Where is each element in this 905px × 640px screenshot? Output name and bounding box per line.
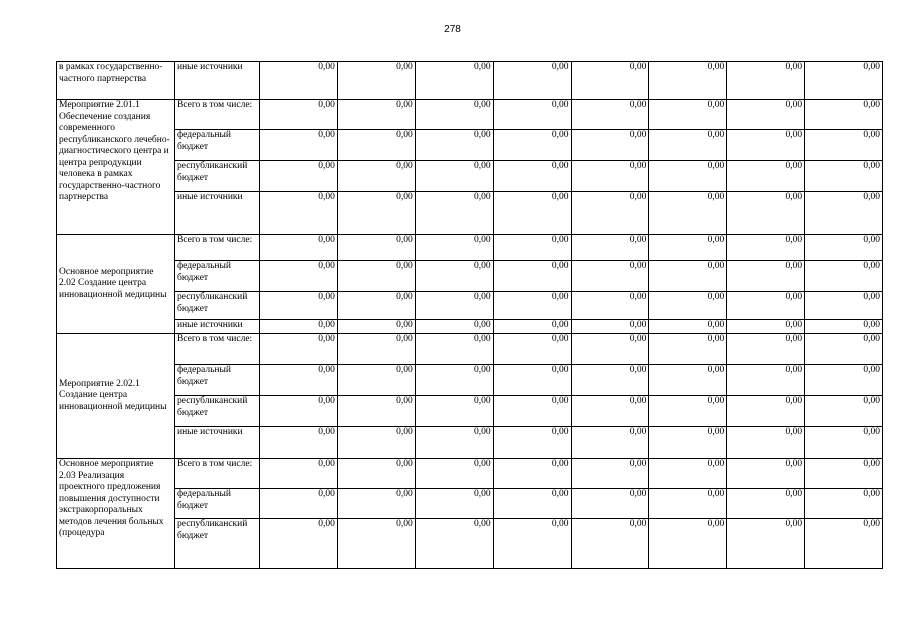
amount-cell: 0,00 xyxy=(571,396,649,427)
amount-cell: 0,00 xyxy=(415,320,493,334)
amount-cell: 0,00 xyxy=(493,130,571,161)
amount-cell: 0,00 xyxy=(727,161,805,192)
funding-table xyxy=(56,61,883,569)
amount-cell: 0,00 xyxy=(415,161,493,192)
amount-cell: 0,00 xyxy=(649,489,727,519)
activity-cell: Мероприятие 2.01.1 Обеспечение создания современного республиканского лечебно-диагностического центра и центра репродукции человека в рамках государственно-частного партнерства xyxy=(57,100,175,235)
table-row xyxy=(57,235,883,261)
amount-cell: 0,00 xyxy=(337,130,415,161)
amount-cell: 0,00 xyxy=(805,192,883,235)
amount-cell: 0,00 xyxy=(415,130,493,161)
amount-cell: 0,00 xyxy=(415,334,493,365)
amount-cell: 0,00 xyxy=(415,261,493,292)
amount-cell: 0,00 xyxy=(260,261,338,292)
amount-cell: 0,00 xyxy=(727,292,805,320)
amount-cell: 0,00 xyxy=(415,365,493,396)
amount-cell: 0,00 xyxy=(260,62,338,100)
amount-cell: 0,00 xyxy=(571,519,649,569)
amount-cell: 0,00 xyxy=(415,489,493,519)
amount-cell: 0,00 xyxy=(649,427,727,459)
amount-cell: 0,00 xyxy=(260,320,338,334)
amount-cell: 0,00 xyxy=(805,100,883,130)
amount-cell: 0,00 xyxy=(805,365,883,396)
table-row xyxy=(57,261,883,292)
amount-cell: 0,00 xyxy=(571,334,649,365)
amount-cell: 0,00 xyxy=(649,292,727,320)
amount-cell: 0,00 xyxy=(260,427,338,459)
activity-cell: в рамках государственно-частного партнерства xyxy=(57,62,175,100)
amount-cell: 0,00 xyxy=(805,427,883,459)
amount-cell: 0,00 xyxy=(260,292,338,320)
table-row xyxy=(57,62,883,100)
amount-cell: 0,00 xyxy=(805,459,883,489)
amount-cell: 0,00 xyxy=(727,261,805,292)
amount-cell: 0,00 xyxy=(571,261,649,292)
funding-source-cell: федеральный бюджет xyxy=(175,130,260,161)
amount-cell: 0,00 xyxy=(805,396,883,427)
amount-cell: 0,00 xyxy=(415,192,493,235)
amount-cell: 0,00 xyxy=(337,396,415,427)
amount-cell: 0,00 xyxy=(805,489,883,519)
amount-cell: 0,00 xyxy=(805,320,883,334)
amount-cell: 0,00 xyxy=(571,192,649,235)
amount-cell: 0,00 xyxy=(571,459,649,489)
amount-cell: 0,00 xyxy=(571,489,649,519)
amount-cell: 0,00 xyxy=(260,489,338,519)
funding-source-cell: иные источники xyxy=(175,427,260,459)
amount-cell: 0,00 xyxy=(727,519,805,569)
amount-cell: 0,00 xyxy=(727,459,805,489)
amount-cell: 0,00 xyxy=(337,459,415,489)
amount-cell: 0,00 xyxy=(571,100,649,130)
funding-source-cell: федеральный бюджет xyxy=(175,261,260,292)
amount-cell: 0,00 xyxy=(727,396,805,427)
funding-source-cell: иные источники xyxy=(175,62,260,100)
amount-cell: 0,00 xyxy=(649,62,727,100)
amount-cell: 0,00 xyxy=(805,161,883,192)
amount-cell: 0,00 xyxy=(260,519,338,569)
activity-cell: Основное мероприятие 2.02 Создание центра инновационной медицины xyxy=(57,235,175,334)
table-row xyxy=(57,459,883,489)
amount-cell: 0,00 xyxy=(571,427,649,459)
amount-cell: 0,00 xyxy=(337,334,415,365)
amount-cell: 0,00 xyxy=(337,235,415,261)
amount-cell: 0,00 xyxy=(493,235,571,261)
amount-cell: 0,00 xyxy=(727,235,805,261)
amount-cell: 0,00 xyxy=(649,261,727,292)
amount-cell: 0,00 xyxy=(805,62,883,100)
amount-cell: 0,00 xyxy=(415,396,493,427)
funding-source-cell: иные источники xyxy=(175,320,260,334)
amount-cell: 0,00 xyxy=(571,320,649,334)
amount-cell: 0,00 xyxy=(727,365,805,396)
amount-cell: 0,00 xyxy=(805,130,883,161)
amount-cell: 0,00 xyxy=(571,161,649,192)
funding-source-cell: республиканский бюджет xyxy=(175,519,260,569)
amount-cell: 0,00 xyxy=(727,192,805,235)
funding-source-cell: республиканский бюджет xyxy=(175,396,260,427)
amount-cell: 0,00 xyxy=(805,235,883,261)
amount-cell: 0,00 xyxy=(415,62,493,100)
amount-cell: 0,00 xyxy=(649,192,727,235)
amount-cell: 0,00 xyxy=(805,519,883,569)
amount-cell: 0,00 xyxy=(260,130,338,161)
amount-cell: 0,00 xyxy=(493,320,571,334)
table-row xyxy=(57,396,883,427)
amount-cell: 0,00 xyxy=(493,192,571,235)
funding-source-cell: республиканский бюджет xyxy=(175,161,260,192)
table-row xyxy=(57,161,883,192)
amount-cell: 0,00 xyxy=(571,292,649,320)
table-row xyxy=(57,130,883,161)
amount-cell: 0,00 xyxy=(337,62,415,100)
amount-cell: 0,00 xyxy=(493,427,571,459)
amount-cell: 0,00 xyxy=(493,489,571,519)
amount-cell: 0,00 xyxy=(337,100,415,130)
amount-cell: 0,00 xyxy=(260,459,338,489)
table-row xyxy=(57,100,883,130)
amount-cell: 0,00 xyxy=(649,365,727,396)
amount-cell: 0,00 xyxy=(649,100,727,130)
amount-cell: 0,00 xyxy=(805,334,883,365)
amount-cell: 0,00 xyxy=(727,320,805,334)
amount-cell: 0,00 xyxy=(493,334,571,365)
amount-cell: 0,00 xyxy=(649,161,727,192)
amount-cell: 0,00 xyxy=(260,396,338,427)
table-row xyxy=(57,334,883,365)
amount-cell: 0,00 xyxy=(727,489,805,519)
amount-cell: 0,00 xyxy=(493,100,571,130)
amount-cell: 0,00 xyxy=(337,161,415,192)
amount-cell: 0,00 xyxy=(337,192,415,235)
table-row xyxy=(57,292,883,320)
amount-cell: 0,00 xyxy=(415,427,493,459)
table-row xyxy=(57,320,883,334)
amount-cell: 0,00 xyxy=(649,130,727,161)
amount-cell: 0,00 xyxy=(337,489,415,519)
table-row xyxy=(57,365,883,396)
amount-cell: 0,00 xyxy=(649,459,727,489)
amount-cell: 0,00 xyxy=(493,62,571,100)
amount-cell: 0,00 xyxy=(260,365,338,396)
amount-cell: 0,00 xyxy=(415,459,493,489)
amount-cell: 0,00 xyxy=(415,235,493,261)
funding-source-cell: Всего в том числе: xyxy=(175,334,260,365)
amount-cell: 0,00 xyxy=(415,100,493,130)
amount-cell: 0,00 xyxy=(727,334,805,365)
amount-cell: 0,00 xyxy=(493,261,571,292)
amount-cell: 0,00 xyxy=(493,459,571,489)
activity-cell: Основное мероприятие 2.03 Реализация проектного предложения повышения доступности экстракорпоральных методов лечения больных (процедура xyxy=(57,459,175,569)
funding-source-cell: Всего в том числе: xyxy=(175,100,260,130)
funding-source-cell: федеральный бюджет xyxy=(175,365,260,396)
funding-source-cell: республиканский бюджет xyxy=(175,292,260,320)
funding-source-cell: Всего в том числе: xyxy=(175,459,260,489)
amount-cell: 0,00 xyxy=(337,365,415,396)
table-row xyxy=(57,427,883,459)
table-row xyxy=(57,192,883,235)
amount-cell: 0,00 xyxy=(649,235,727,261)
funding-source-cell: иные источники xyxy=(175,192,260,235)
amount-cell: 0,00 xyxy=(493,161,571,192)
amount-cell: 0,00 xyxy=(571,62,649,100)
amount-cell: 0,00 xyxy=(649,320,727,334)
amount-cell: 0,00 xyxy=(649,396,727,427)
page-number: 278 xyxy=(444,24,461,35)
amount-cell: 0,00 xyxy=(337,292,415,320)
amount-cell: 0,00 xyxy=(571,365,649,396)
amount-cell: 0,00 xyxy=(493,396,571,427)
amount-cell: 0,00 xyxy=(493,292,571,320)
funding-source-cell: Всего в том числе: xyxy=(175,235,260,261)
amount-cell: 0,00 xyxy=(415,519,493,569)
activity-cell: Мероприятие 2.02.1 Создание центра инновационной медицины xyxy=(57,334,175,459)
amount-cell: 0,00 xyxy=(571,130,649,161)
amount-cell: 0,00 xyxy=(260,100,338,130)
amount-cell: 0,00 xyxy=(337,519,415,569)
table-row xyxy=(57,519,883,569)
amount-cell: 0,00 xyxy=(260,161,338,192)
amount-cell: 0,00 xyxy=(493,519,571,569)
amount-cell: 0,00 xyxy=(260,334,338,365)
funding-source-cell: федеральный бюджет xyxy=(175,489,260,519)
amount-cell: 0,00 xyxy=(571,235,649,261)
table-row xyxy=(57,489,883,519)
amount-cell: 0,00 xyxy=(337,261,415,292)
amount-cell: 0,00 xyxy=(415,292,493,320)
amount-cell: 0,00 xyxy=(727,427,805,459)
amount-cell: 0,00 xyxy=(337,427,415,459)
amount-cell: 0,00 xyxy=(260,235,338,261)
amount-cell: 0,00 xyxy=(493,365,571,396)
amount-cell: 0,00 xyxy=(337,320,415,334)
amount-cell: 0,00 xyxy=(727,130,805,161)
amount-cell: 0,00 xyxy=(727,100,805,130)
amount-cell: 0,00 xyxy=(649,334,727,365)
amount-cell: 0,00 xyxy=(805,261,883,292)
amount-cell: 0,00 xyxy=(727,62,805,100)
funding-table-body xyxy=(57,62,883,569)
amount-cell: 0,00 xyxy=(805,292,883,320)
amount-cell: 0,00 xyxy=(649,519,727,569)
amount-cell: 0,00 xyxy=(260,192,338,235)
